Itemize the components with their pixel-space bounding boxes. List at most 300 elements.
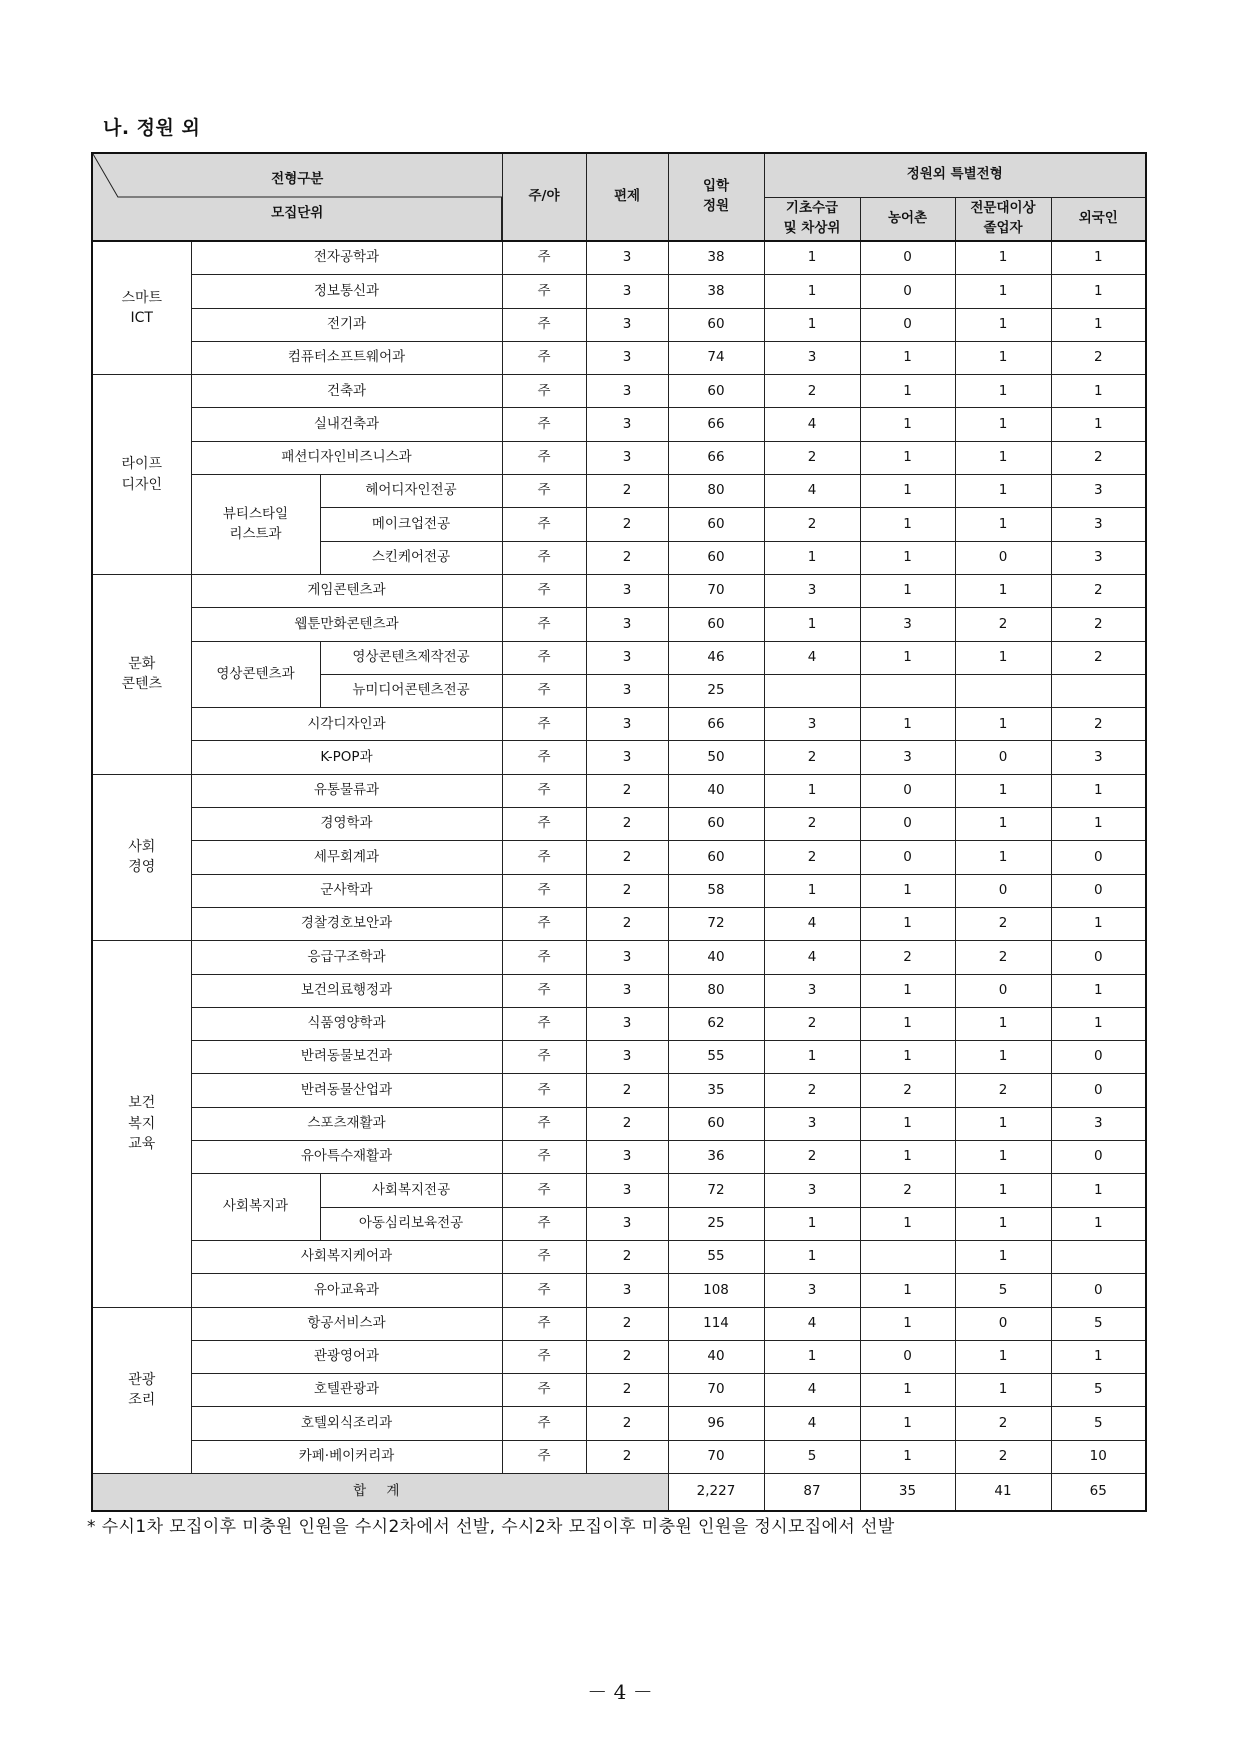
department-name: 반려동물산업과 [191, 1074, 502, 1107]
years-cell: 3 [586, 608, 668, 641]
college-cell: 1 [955, 1207, 1051, 1240]
quota-cell: 96 [668, 1407, 764, 1440]
section-title: 나. 정원 외 [103, 117, 201, 139]
diagonal-line [93, 154, 502, 240]
day-night-cell: 주 [502, 341, 586, 374]
department-name: K-POP과 [191, 741, 502, 774]
college-cell: 2 [955, 1074, 1051, 1107]
college-cell: 1 [955, 275, 1051, 308]
header-foreign: 외국인 [1051, 197, 1146, 241]
farm-cell: 2 [860, 1174, 955, 1207]
quota-cell: 70 [668, 574, 764, 607]
college-cell: 0 [955, 541, 1051, 574]
years-cell: 2 [586, 1074, 668, 1107]
day-night-cell: 주 [502, 674, 586, 707]
quota-cell: 60 [668, 375, 764, 408]
table-row [92, 241, 1146, 275]
college-cell: 1 [955, 1041, 1051, 1074]
department-name: 군사학과 [191, 874, 502, 907]
years-cell: 2 [586, 1107, 668, 1140]
years-cell: 2 [586, 907, 668, 940]
group-label: 사회 경영 [92, 774, 191, 940]
table-row [92, 1041, 1146, 1074]
day-night-cell: 주 [502, 408, 586, 441]
college-cell: 1 [955, 1374, 1051, 1407]
header-college: 전문대이상 졸업자 [955, 197, 1051, 241]
table-row [92, 741, 1146, 774]
basic-cell: 1 [764, 874, 860, 907]
basic-cell: 1 [764, 1041, 860, 1074]
table-row [92, 408, 1146, 441]
day-night-cell: 주 [502, 808, 586, 841]
years-cell: 3 [586, 308, 668, 341]
college-cell: 1 [955, 1240, 1051, 1273]
major-name: 뉴미디어콘텐츠전공 [320, 674, 502, 707]
college-cell: 0 [955, 874, 1051, 907]
basic-cell: 1 [764, 541, 860, 574]
subgroup-label: 뷰티스타일 리스트과 [191, 475, 320, 575]
farm-cell [860, 1240, 955, 1273]
foreign-cell: 1 [1051, 907, 1146, 940]
department-name: 정보통신과 [191, 275, 502, 308]
department-name: 스포츠재활과 [191, 1107, 502, 1140]
basic-cell: 4 [764, 475, 860, 508]
college-cell: 1 [955, 708, 1051, 741]
total-row [92, 1473, 1146, 1511]
day-night-cell: 주 [502, 741, 586, 774]
years-cell: 2 [586, 808, 668, 841]
years-cell: 3 [586, 941, 668, 974]
years-cell: 2 [586, 1407, 668, 1440]
years-cell: 2 [586, 1340, 668, 1373]
department-name: 호텔관광과 [191, 1374, 502, 1407]
department-name: 반려동물보건과 [191, 1041, 502, 1074]
farm-cell: 1 [860, 1307, 955, 1340]
group-label: 관광 조리 [92, 1307, 191, 1473]
farm-cell: 1 [860, 1407, 955, 1440]
basic-cell: 2 [764, 1074, 860, 1107]
college-cell: 1 [955, 508, 1051, 541]
department-name: 패션디자인비즈니스과 [191, 441, 502, 474]
years-cell: 2 [586, 475, 668, 508]
quota-cell: 38 [668, 241, 764, 275]
years-cell: 2 [586, 774, 668, 807]
department-name: 사회복지케어과 [191, 1240, 502, 1273]
foreign-cell: 1 [1051, 1207, 1146, 1240]
foreign-cell: 3 [1051, 1107, 1146, 1140]
basic-cell: 3 [764, 1274, 860, 1307]
farm-cell: 1 [860, 508, 955, 541]
years-cell: 3 [586, 641, 668, 674]
farm-cell: 2 [860, 941, 955, 974]
major-name: 스킨케어전공 [320, 541, 502, 574]
day-night-cell: 주 [502, 308, 586, 341]
department-name: 실내건축과 [191, 408, 502, 441]
table-row [92, 808, 1146, 841]
foreign-cell: 5 [1051, 1307, 1146, 1340]
college-cell: 2 [955, 941, 1051, 974]
basic-cell: 1 [764, 1240, 860, 1273]
table-row [92, 1340, 1146, 1373]
department-name: 응급구조학과 [191, 941, 502, 974]
quota-cell: 25 [668, 674, 764, 707]
years-cell: 3 [586, 241, 668, 275]
major-name: 헤어디자인전공 [320, 475, 502, 508]
college-cell: 1 [955, 641, 1051, 674]
college-cell: 0 [955, 741, 1051, 774]
farm-cell: 1 [860, 1207, 955, 1240]
header-quota: 입학 정원 [668, 153, 764, 241]
department-name: 건축과 [191, 375, 502, 408]
table-row [92, 1141, 1146, 1174]
basic-cell: 2 [764, 508, 860, 541]
farm-cell: 1 [860, 441, 955, 474]
day-night-cell: 주 [502, 1307, 586, 1340]
major-name: 영상콘텐츠제작전공 [320, 641, 502, 674]
basic-cell: 2 [764, 841, 860, 874]
day-night-cell: 주 [502, 874, 586, 907]
department-name: 세무회계과 [191, 841, 502, 874]
quota-cell: 60 [668, 308, 764, 341]
header-basic: 기초수급 및 차상위 [764, 197, 860, 241]
college-cell: 1 [955, 408, 1051, 441]
years-cell: 3 [586, 974, 668, 1007]
quota-cell: 70 [668, 1374, 764, 1407]
farm-cell: 1 [860, 1041, 955, 1074]
table-row [92, 841, 1146, 874]
quota-cell: 114 [668, 1307, 764, 1340]
basic-cell: 2 [764, 375, 860, 408]
farm-cell: 0 [860, 808, 955, 841]
table-row [92, 1274, 1146, 1307]
total-farm: 35 [860, 1473, 955, 1511]
years-cell: 3 [586, 674, 668, 707]
farm-cell: 3 [860, 608, 955, 641]
foreign-cell: 1 [1051, 974, 1146, 1007]
foreign-cell: 1 [1051, 241, 1146, 275]
years-cell: 2 [586, 1307, 668, 1340]
table-row [92, 1407, 1146, 1440]
table-row [92, 874, 1146, 907]
foreign-cell: 1 [1051, 808, 1146, 841]
years-cell: 3 [586, 1207, 668, 1240]
department-name: 유아특수재활과 [191, 1141, 502, 1174]
farm-cell: 1 [860, 641, 955, 674]
farm-cell: 1 [860, 1107, 955, 1140]
day-night-cell: 주 [502, 974, 586, 1007]
farm-cell: 1 [860, 1007, 955, 1040]
table-row [92, 375, 1146, 408]
college-cell: 1 [955, 808, 1051, 841]
footnote: * 수시1차 모집이후 미충원 인원을 수시2차에서 선발, 수시2차 모집이후 미충원 인원을 정시모집에서 선발 [87, 1517, 895, 1537]
foreign-cell: 1 [1051, 408, 1146, 441]
day-night-cell: 주 [502, 1407, 586, 1440]
farm-cell: 1 [860, 341, 955, 374]
basic-cell: 4 [764, 408, 860, 441]
college-cell: 1 [955, 475, 1051, 508]
department-name: 항공서비스과 [191, 1307, 502, 1340]
farm-cell: 1 [860, 1141, 955, 1174]
quota-cell: 60 [668, 841, 764, 874]
day-night-cell: 주 [502, 1007, 586, 1040]
foreign-cell: 0 [1051, 841, 1146, 874]
foreign-cell: 0 [1051, 1041, 1146, 1074]
day-night-cell: 주 [502, 1141, 586, 1174]
basic-cell: 5 [764, 1440, 860, 1473]
years-cell: 2 [586, 1374, 668, 1407]
foreign-cell: 10 [1051, 1440, 1146, 1473]
quota-cell: 58 [668, 874, 764, 907]
basic-cell: 4 [764, 1374, 860, 1407]
subgroup-label: 영상콘텐츠과 [191, 641, 320, 708]
basic-cell: 2 [764, 441, 860, 474]
years-cell: 2 [586, 874, 668, 907]
basic-cell: 1 [764, 241, 860, 275]
group-label: 스마트 ICT [92, 241, 191, 375]
basic-cell: 1 [764, 774, 860, 807]
total-quota: 2,227 [668, 1473, 764, 1511]
department-name: 호텔외식조리과 [191, 1407, 502, 1440]
subgroup-label: 사회복지과 [191, 1174, 320, 1241]
table-row [92, 608, 1146, 641]
quota-cell: 72 [668, 907, 764, 940]
table-row [92, 1240, 1146, 1273]
foreign-cell: 5 [1051, 1407, 1146, 1440]
quota-cell: 70 [668, 1440, 764, 1473]
table-row [92, 774, 1146, 807]
years-cell: 3 [586, 275, 668, 308]
college-cell: 1 [955, 574, 1051, 607]
basic-cell: 2 [764, 1007, 860, 1040]
department-name: 컴퓨터소프트웨어과 [191, 341, 502, 374]
table-row [92, 1374, 1146, 1407]
years-cell: 3 [586, 408, 668, 441]
header-years: 편제 [586, 153, 668, 241]
table-row [92, 441, 1146, 474]
department-name: 시각디자인과 [191, 708, 502, 741]
basic-cell: 2 [764, 741, 860, 774]
day-night-cell: 주 [502, 1374, 586, 1407]
quota-cell: 60 [668, 541, 764, 574]
table-row [92, 308, 1146, 341]
college-cell: 1 [955, 375, 1051, 408]
table-row [92, 1307, 1146, 1340]
years-cell: 2 [586, 508, 668, 541]
table-row [92, 1107, 1146, 1140]
college-cell [955, 674, 1051, 707]
department-name: 유아교육과 [191, 1274, 502, 1307]
foreign-cell: 1 [1051, 375, 1146, 408]
foreign-cell: 2 [1051, 441, 1146, 474]
foreign-cell: 1 [1051, 1007, 1146, 1040]
basic-cell: 1 [764, 308, 860, 341]
college-cell: 5 [955, 1274, 1051, 1307]
years-cell: 3 [586, 1274, 668, 1307]
quota-cell: 108 [668, 1274, 764, 1307]
quota-cell: 46 [668, 641, 764, 674]
basic-cell [764, 674, 860, 707]
quota-cell: 60 [668, 608, 764, 641]
foreign-cell: 2 [1051, 641, 1146, 674]
foreign-cell: 0 [1051, 874, 1146, 907]
day-night-cell: 주 [502, 574, 586, 607]
department-name: 보건의료행정과 [191, 974, 502, 1007]
foreign-cell: 1 [1051, 774, 1146, 807]
basic-cell: 4 [764, 907, 860, 940]
table-row [92, 708, 1146, 741]
day-night-cell: 주 [502, 1240, 586, 1273]
group-label: 문화 콘텐츠 [92, 574, 191, 774]
foreign-cell: 5 [1051, 1374, 1146, 1407]
college-cell: 1 [955, 241, 1051, 275]
years-cell: 2 [586, 1440, 668, 1473]
farm-cell: 1 [860, 874, 955, 907]
quota-cell: 40 [668, 1340, 764, 1373]
foreign-cell: 3 [1051, 541, 1146, 574]
college-cell: 2 [955, 907, 1051, 940]
years-cell: 2 [586, 541, 668, 574]
table-row [92, 974, 1146, 1007]
quota-cell: 25 [668, 1207, 764, 1240]
foreign-cell: 1 [1051, 275, 1146, 308]
day-night-cell: 주 [502, 1274, 586, 1307]
college-cell: 1 [955, 774, 1051, 807]
farm-cell: 0 [860, 841, 955, 874]
day-night-cell: 주 [502, 641, 586, 674]
years-cell: 3 [586, 1174, 668, 1207]
day-night-cell: 주 [502, 708, 586, 741]
header-farm: 농어촌 [860, 197, 955, 241]
major-name: 아동심리보육전공 [320, 1207, 502, 1240]
table-row [92, 475, 1146, 508]
basic-cell: 4 [764, 1407, 860, 1440]
basic-cell: 1 [764, 608, 860, 641]
farm-cell: 1 [860, 1274, 955, 1307]
department-name: 웹툰만화콘텐츠과 [191, 608, 502, 641]
years-cell: 3 [586, 708, 668, 741]
table-row [92, 275, 1146, 308]
day-night-cell: 주 [502, 907, 586, 940]
farm-cell: 1 [860, 375, 955, 408]
department-name: 카페·베이커리과 [191, 1440, 502, 1473]
farm-cell: 0 [860, 308, 955, 341]
basic-cell: 3 [764, 574, 860, 607]
day-night-cell: 주 [502, 375, 586, 408]
foreign-cell: 2 [1051, 341, 1146, 374]
basic-cell: 1 [764, 1207, 860, 1240]
quota-cell: 55 [668, 1041, 764, 1074]
college-cell: 1 [955, 441, 1051, 474]
table-row [92, 907, 1146, 940]
farm-cell: 1 [860, 408, 955, 441]
header-diagonal-cell [92, 153, 502, 241]
basic-cell: 1 [764, 1340, 860, 1373]
total-college: 41 [955, 1473, 1051, 1511]
day-night-cell: 주 [502, 1207, 586, 1240]
quota-cell: 38 [668, 275, 764, 308]
years-cell: 3 [586, 1041, 668, 1074]
admission-quota-table [91, 152, 1147, 1512]
basic-cell: 3 [764, 1107, 860, 1140]
day-night-cell: 주 [502, 475, 586, 508]
basic-cell: 4 [764, 941, 860, 974]
farm-cell: 2 [860, 1074, 955, 1107]
quota-cell: 60 [668, 808, 764, 841]
farm-cell: 1 [860, 1374, 955, 1407]
basic-cell: 4 [764, 641, 860, 674]
basic-cell: 3 [764, 1174, 860, 1207]
foreign-cell: 0 [1051, 1074, 1146, 1107]
years-cell: 3 [586, 341, 668, 374]
department-name: 경찰경호보안과 [191, 907, 502, 940]
total-foreign: 65 [1051, 1473, 1146, 1511]
farm-cell: 1 [860, 708, 955, 741]
table-row [92, 1007, 1146, 1040]
farm-cell: 3 [860, 741, 955, 774]
basic-cell: 2 [764, 808, 860, 841]
table-row [92, 941, 1146, 974]
basic-cell: 3 [764, 341, 860, 374]
table-row [92, 1440, 1146, 1473]
table-row [92, 641, 1146, 674]
foreign-cell: 3 [1051, 741, 1146, 774]
farm-cell: 0 [860, 275, 955, 308]
header-day-night: 주/야 [502, 153, 586, 241]
farm-cell: 1 [860, 475, 955, 508]
farm-cell: 0 [860, 1340, 955, 1373]
foreign-cell: 3 [1051, 508, 1146, 541]
day-night-cell: 주 [502, 541, 586, 574]
header-recruitment-unit: 모집단위 [271, 205, 324, 222]
foreign-cell: 2 [1051, 574, 1146, 607]
header-selection-type: 전형구분 [271, 171, 324, 187]
basic-cell: 3 [764, 974, 860, 1007]
foreign-cell: 1 [1051, 1340, 1146, 1373]
day-night-cell: 주 [502, 508, 586, 541]
quota-cell: 60 [668, 508, 764, 541]
day-night-cell: 주 [502, 1440, 586, 1473]
foreign-cell: 1 [1051, 1174, 1146, 1207]
day-night-cell: 주 [502, 774, 586, 807]
college-cell: 1 [955, 1340, 1051, 1373]
quota-cell: 55 [668, 1240, 764, 1273]
college-cell: 2 [955, 608, 1051, 641]
quota-cell: 50 [668, 741, 764, 774]
years-cell: 3 [586, 441, 668, 474]
table-row [92, 1174, 1146, 1207]
total-basic: 87 [764, 1473, 860, 1511]
years-cell: 3 [586, 375, 668, 408]
college-cell: 1 [955, 1141, 1051, 1174]
quota-cell: 66 [668, 708, 764, 741]
day-night-cell: 주 [502, 441, 586, 474]
department-name: 게임콘텐츠과 [191, 574, 502, 607]
quota-cell: 66 [668, 441, 764, 474]
foreign-cell [1051, 674, 1146, 707]
foreign-cell: 2 [1051, 708, 1146, 741]
farm-cell: 1 [860, 574, 955, 607]
college-cell: 1 [955, 341, 1051, 374]
quota-cell: 80 [668, 475, 764, 508]
farm-cell: 1 [860, 541, 955, 574]
farm-cell: 1 [860, 974, 955, 1007]
farm-cell: 0 [860, 774, 955, 807]
years-cell: 3 [586, 1007, 668, 1040]
header-special: 정원외 특별전형 [764, 153, 1146, 197]
years-cell: 3 [586, 741, 668, 774]
basic-cell: 1 [764, 275, 860, 308]
quota-cell: 66 [668, 408, 764, 441]
